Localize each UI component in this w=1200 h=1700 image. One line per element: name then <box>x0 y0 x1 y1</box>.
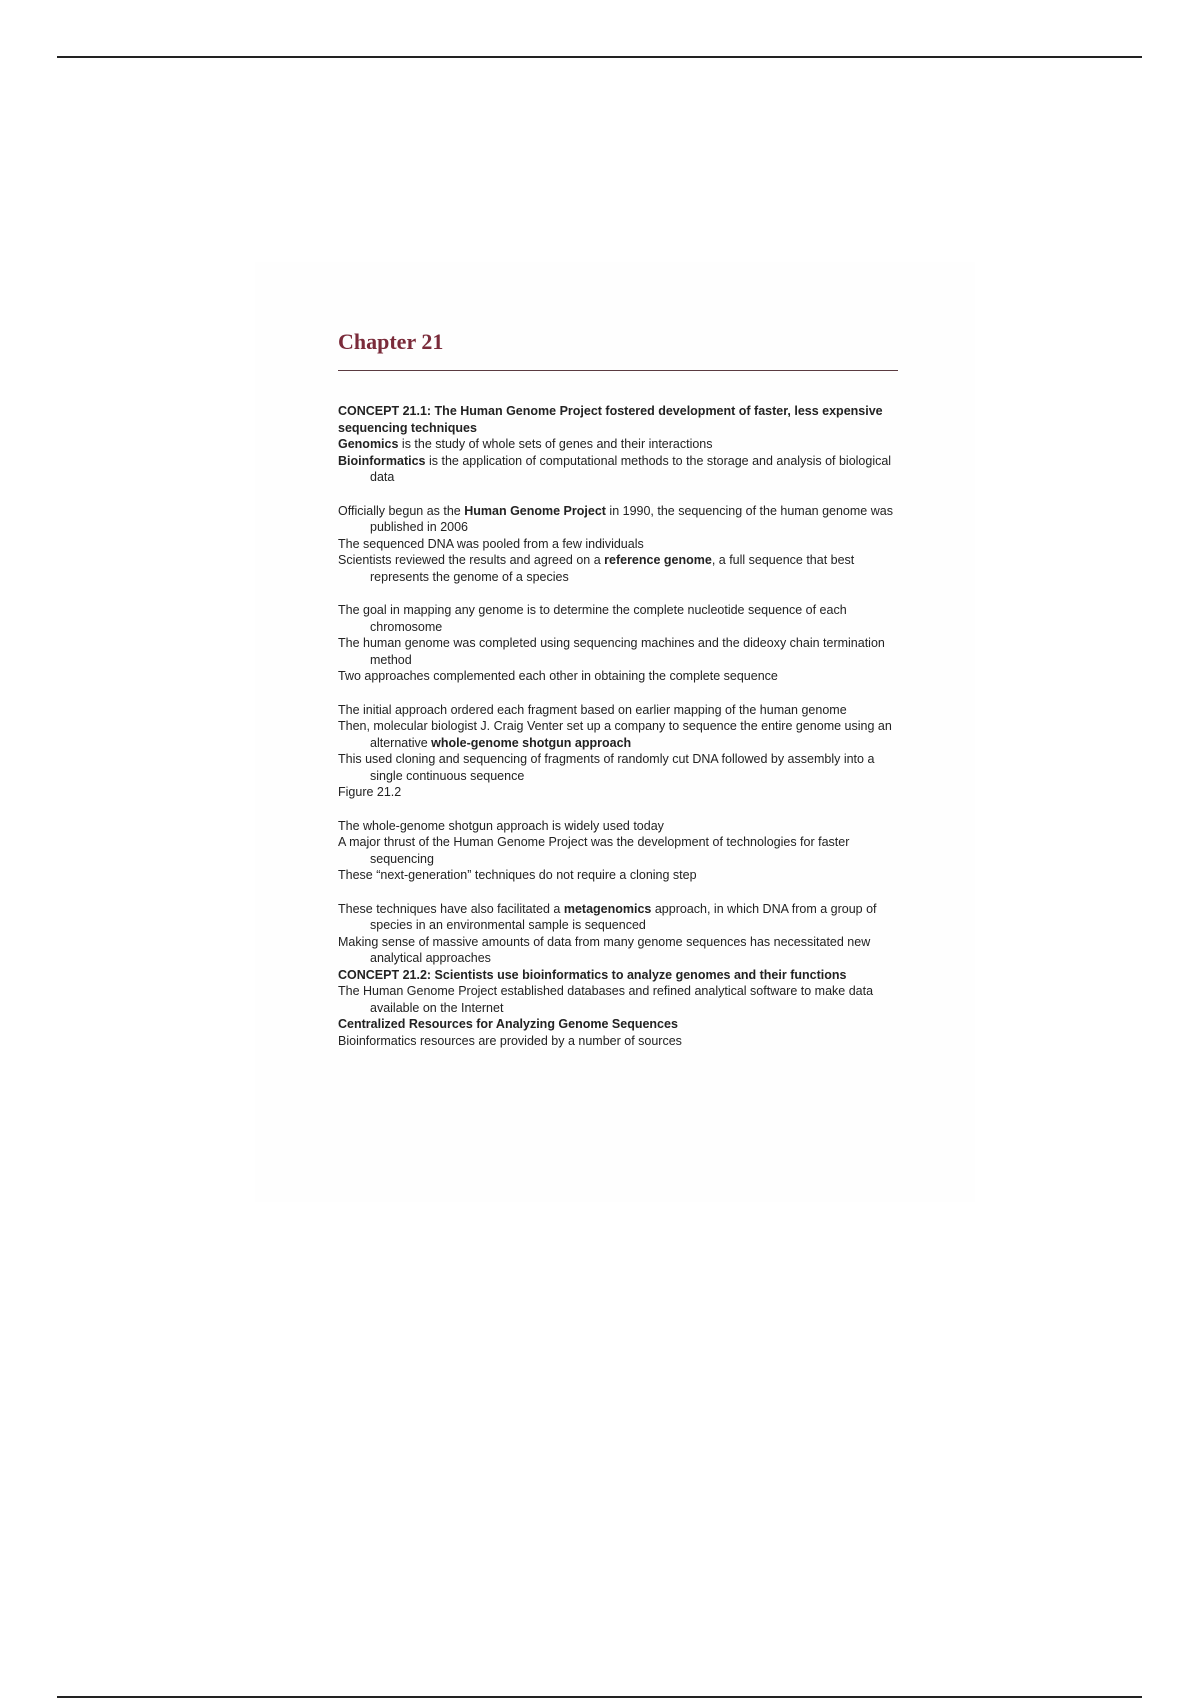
paragraph-text: These techniques have also facilitated a <box>338 901 564 916</box>
paragraph-text: Two approaches complemented each other in obtaining the complete sequence <box>338 669 778 683</box>
body-paragraph <box>338 602 900 635</box>
paragraph-text: The goal in mapping any genome is to determine the complete nucleotide sequence of each chromosome <box>338 603 847 634</box>
paragraph-text: is the application of computational methods to the storage and analysis of biological data <box>370 453 892 484</box>
paragraph-text: is the study of whole sets of genes and their interactions <box>398 437 713 451</box>
body-paragraph <box>338 635 900 668</box>
body-paragraph <box>338 934 900 967</box>
paragraph-gap <box>338 486 900 503</box>
key-term: Human Genome Project <box>464 503 606 518</box>
body-paragraph <box>338 784 900 801</box>
key-term: Bioinformatics <box>338 453 426 468</box>
chapter-divider <box>338 370 898 371</box>
paragraph-text: in 1990, the sequencing of the human genome was published in 2006 <box>370 503 893 534</box>
section-heading: CONCEPT 21.2: Scientists use bioinformatics to analyze genomes and their functions <box>338 967 847 982</box>
chapter-title: Chapter 21 <box>338 329 444 354</box>
body-paragraph <box>338 536 900 553</box>
body-paragraph <box>338 751 900 784</box>
paragraph-text: Bioinformatics resources are provided by a number of sources <box>338 1033 682 1048</box>
paragraph-text: Making sense of massive amounts of data from many genome sequences has necessitated new analytical approaches <box>338 934 871 965</box>
paragraph-text: Officially begun as the <box>338 503 465 518</box>
key-term: whole-genome shotgun approach <box>431 735 632 750</box>
key-term: metagenomics <box>563 901 652 916</box>
document-content <box>338 326 900 1049</box>
paragraph-text: The Human Genome Project established databases and refined analytical software to make data available on the Internet <box>338 984 874 1015</box>
body-paragraph <box>338 983 900 1016</box>
paragraph-text: The human genome was completed using sequencing machines and the dideoxy chain termination method <box>338 636 885 667</box>
paragraph-text: Scientists reviewed the results and agreed on a <box>338 553 605 567</box>
section-heading: Centralized Resources for Analyzing Genome Sequences <box>338 1017 678 1031</box>
body-paragraph <box>338 718 900 751</box>
bottom-divider <box>57 1696 1142 1698</box>
paragraph-text: Figure 21.2 <box>338 785 402 799</box>
body-paragraph <box>338 834 900 867</box>
paragraph-gap <box>338 884 900 901</box>
paragraph-text: These “next-generation” techniques do not require a cloning step <box>338 868 697 882</box>
paragraph-text: Then, molecular biologist J. Craig Venter set up a company to sequence the entire genome using an alternative <box>338 719 892 750</box>
body-paragraph <box>338 867 900 884</box>
section-heading: CONCEPT 21.1: The Human Genome Project fostered development of faster, less expensive sequencing techniques <box>338 404 883 435</box>
paragraph-text: , a full sequence that best represents the genome of a species <box>370 553 855 584</box>
paragraph-text: The whole-genome shotgun approach is widely used today <box>338 818 664 833</box>
body-paragraph <box>338 503 900 536</box>
body-paragraph <box>338 436 900 453</box>
document-body <box>338 403 900 1049</box>
paragraph-gap <box>338 685 900 702</box>
body-paragraph <box>338 668 900 685</box>
body-paragraph <box>338 1033 900 1050</box>
body-paragraph <box>338 453 900 486</box>
body-paragraph <box>338 702 900 719</box>
body-paragraph <box>338 552 900 585</box>
paragraph-text: The initial approach ordered each fragment based on earlier mapping of the human genome <box>338 702 847 717</box>
body-paragraph <box>338 901 900 934</box>
paragraph-gap <box>338 585 900 602</box>
paragraph-gap <box>338 801 900 818</box>
key-term: reference genome <box>604 553 712 567</box>
key-term: Genomics <box>338 437 399 451</box>
paragraph-text: The sequenced DNA was pooled from a few individuals <box>338 536 644 551</box>
body-paragraph <box>338 818 900 835</box>
paragraph-text: A major thrust of the Human Genome Project was the development of technologies for faster sequencing <box>338 835 850 866</box>
top-divider <box>57 56 1142 58</box>
paragraph-text: This used cloning and sequencing of fragments of randomly cut DNA followed by assembly into a single continuous sequence <box>338 752 875 783</box>
paragraph-text: approach, in which DNA from a group of species in an environmental sample is sequenced <box>370 901 877 932</box>
